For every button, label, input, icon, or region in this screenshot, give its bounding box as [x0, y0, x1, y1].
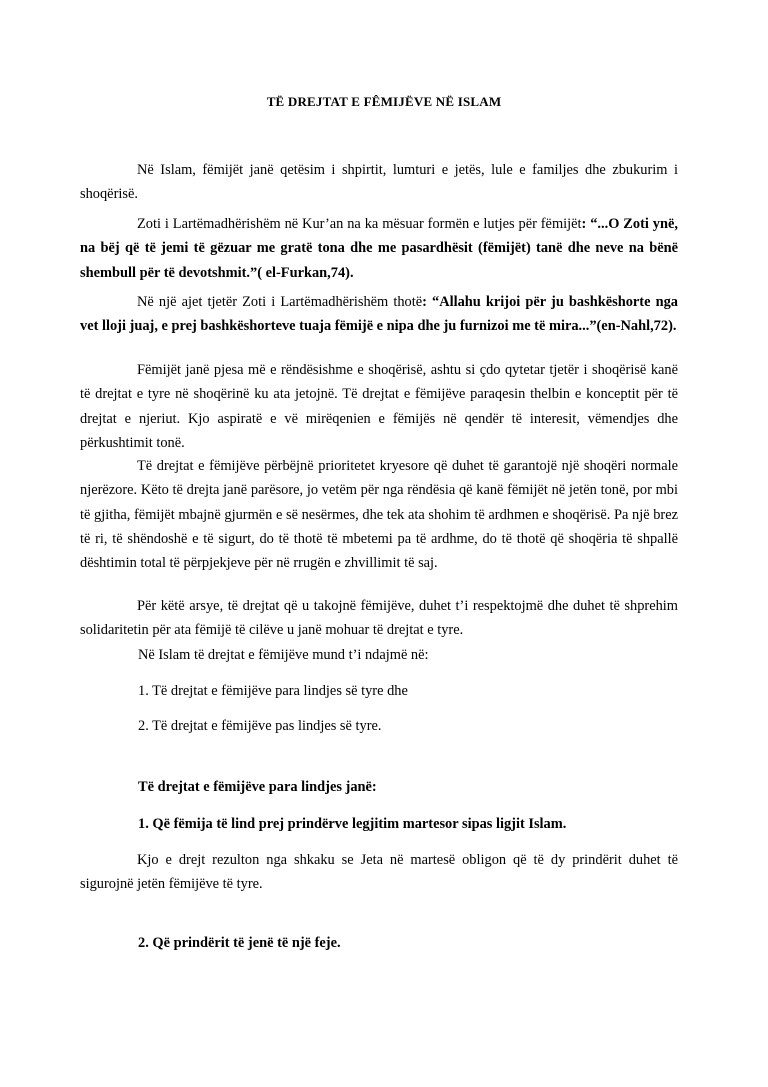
paragraph-2-quote: : “...O Zoti ynë, na bëj që të jemi të gëzuar me gratë tona dhe me pasardhësit (fëmijët) tanë dhe neve na bënë shembull për të devotshmit.”( el-Furkan,74). [80, 216, 678, 281]
section-heading-3: 2. Që prindërit të jenë të një feje. [138, 935, 341, 951]
paragraph-3-text: Në një ajet tjetër Zoti i Lartëmadhërishëm thotë [137, 294, 423, 310]
paragraph-8: Kjo e drejt rezulton nga shkaku se Jeta në martesë obligon që të dy prindërit duhet të sigurojnë jetën fëmijëve të tyre. [80, 852, 678, 893]
paragraph-3 [80, 290, 678, 339]
paragraph-5: Të drejtat e fëmijëve përbëjnë prioritetet kryesore që duhet të garantojë një shoqëri normale njerëzore. Këto të drejta janë parësore, jo vetëm për nga rëndësia që kanë fëmijët në jetën tonë, por mbi të gjitha, fëmijët mbajnë gjurmën e së nesërmes, dhe tek ata shohim të ardhmen e shoqërisë. Pa një brez të ri, të shëndoshë e të sigurt, do të thotë të mbetemi pa të ardhme, do të thotë që shoqëria të shpallë dështimin total të përpjekjeve për në rrugën e zhvillimit të saj. [80, 458, 678, 572]
paragraph-1: Në Islam, fëmijët janë qetësim i shpirtit, lumturi e jetës, lule e familjes dhe zbukurim i shoqërisë. [80, 162, 678, 203]
list-item-1: 1. Të drejtat e fëmijëve para lindjes së tyre dhe [138, 683, 408, 699]
paragraph-4: Fëmijët janë pjesa më e rëndësishme e shoqërisë, ashtu si çdo qytetar tjetër i shoqërisë kanë të drejtat e tyre në shoqërinë ku ata jetojnë. Të drejtat e fëmijëve paraqesin thelbin e konceptit për të drejtat e njeriut. Kjo aspiratë e vë mirëqenien e fëmijës në qendër të interesit, vëmendjes dhe përkushtimit tonë. [80, 362, 678, 451]
section-heading-1: Të drejtat e fëmijëve para lindjes janë: [138, 779, 377, 795]
document-title: TË DREJTAT E FÊMIJËVE NË ISLAM [266, 94, 502, 109]
paragraph-7: Në Islam të drejtat e fëmijëve mund t’i ndajmë në: [138, 647, 429, 663]
section-heading-2: 1. Që fëmija të lind prej prindërve legjitim martesor sipas ligjit Islam. [138, 816, 567, 832]
paragraph-2 [80, 212, 678, 285]
list-item-2: 2. Të drejtat e fëmijëve pas lindjes së tyre. [138, 718, 382, 734]
paragraph-2-text: Zoti i Lartëmadhërishëm në Kur’an na ka mësuar formën e lutjes për fëmijët [137, 216, 582, 232]
paragraph-3-quote: : “Allahu krijoi për ju bashkëshorte nga vet lloji juaj, e prej bashkëshorteve tuaja fëmijë e nipa dhe ju furnizoi me të mira...”(en-Nahl,72). [80, 294, 678, 335]
paragraph-6: Për këtë arsye, të drejtat që u takojnë fëmijëve, duhet t’i respektojmë dhe duhet të shprehim solidaritetin për ata fëmijë të cilëve u janë mohuar të drejtat e tyre. [80, 598, 678, 639]
